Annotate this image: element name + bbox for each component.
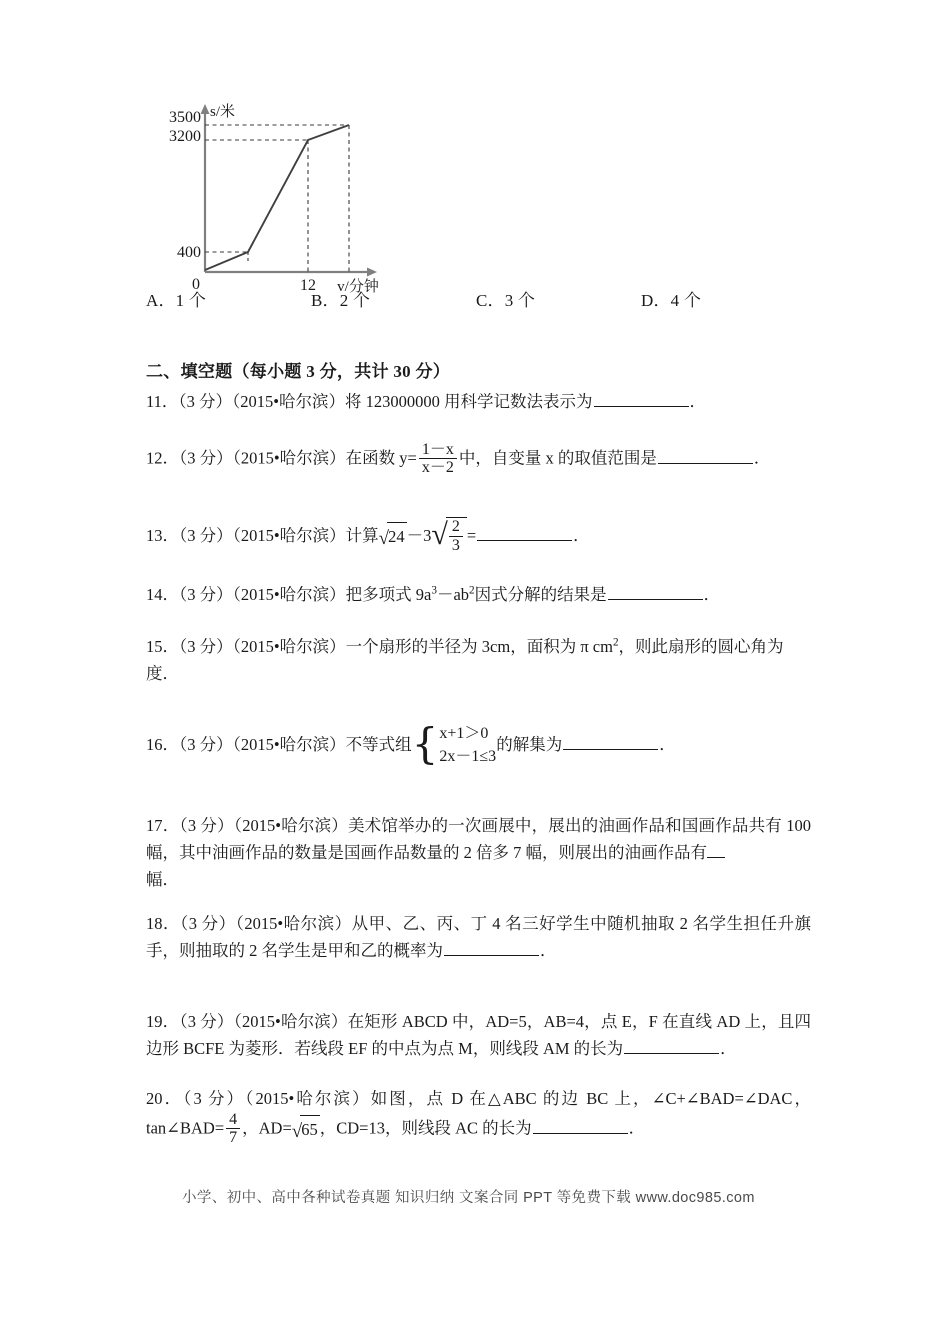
q14-source: （2015•哈尔滨） bbox=[232, 585, 346, 604]
q16-inequality-1: x+1＞0 bbox=[439, 725, 489, 742]
q15-score: （3 分） bbox=[179, 637, 233, 656]
q14-exponent-b: 2 bbox=[469, 584, 475, 597]
q20-period: ． bbox=[628, 1118, 646, 1138]
question-14 bbox=[146, 581, 811, 608]
q18-answer-blank[interactable] bbox=[444, 940, 539, 956]
q13-text-a: 计算 bbox=[345, 525, 379, 545]
q17-score: （3 分） bbox=[179, 816, 234, 835]
q12-source: （2015•哈尔滨） bbox=[232, 448, 346, 468]
q18-source: （2015•哈尔滨） bbox=[235, 914, 352, 933]
y-tick-3500: 3500 bbox=[169, 109, 201, 126]
q19-number: 19． bbox=[146, 1012, 180, 1031]
q20-text-b: ，AD= bbox=[242, 1118, 292, 1138]
q16-text-a: 不等式组 bbox=[345, 734, 412, 754]
q17-answer-blank[interactable] bbox=[707, 842, 725, 858]
q20-sqrt-65 bbox=[292, 1116, 320, 1144]
question-17 bbox=[146, 812, 811, 893]
q13-radicand-fraction bbox=[446, 517, 467, 555]
q16-text-b: 的解集为 bbox=[496, 734, 563, 754]
q13-number: 13． bbox=[146, 525, 179, 545]
choice-d[interactable]: D．4 个 bbox=[641, 291, 702, 310]
page-footer-watermark[interactable]: 小学、初中、高中各种试卷真题 知识归纳 文案合同 PPT 等免费下载 www.doc985.com bbox=[182, 1190, 755, 1206]
y-tick-3200: 3200 bbox=[169, 128, 201, 145]
section-heading-fill-in-blanks: 二、填空题（每小题 3 分，共计 30 分） bbox=[146, 362, 451, 381]
q13-answer-blank[interactable] bbox=[477, 525, 572, 541]
q11-number: 11． bbox=[146, 392, 179, 411]
q15-exponent: 2 bbox=[612, 636, 619, 649]
q15-text-c: 度． bbox=[146, 664, 179, 683]
q20-source: （2015•哈尔滨） bbox=[245, 1089, 371, 1108]
question-12 bbox=[146, 442, 811, 478]
q20-number: 20． bbox=[146, 1089, 184, 1108]
q14-number: 14． bbox=[146, 585, 179, 604]
q16-inequality-system bbox=[411, 719, 497, 769]
q18-period: ． bbox=[540, 941, 557, 960]
left-brace-icon: { bbox=[411, 719, 439, 769]
q16-inequality-2: 2x－1≤3 bbox=[439, 748, 497, 766]
q20-radicand-65: 65 bbox=[300, 1115, 320, 1143]
q20-text-c: ，CD=13，则线段 AC 的长为 bbox=[319, 1118, 532, 1138]
q16-period: ． bbox=[659, 734, 676, 754]
q17-text-b: 幅． bbox=[146, 870, 179, 889]
q17-source: （2015•哈尔滨） bbox=[233, 816, 348, 835]
q13-equals: = bbox=[466, 525, 477, 545]
q19-period: ． bbox=[720, 1039, 737, 1058]
x-axis-label: v/分钟 bbox=[337, 279, 379, 295]
q12-number: 12． bbox=[146, 448, 179, 468]
q11-text: 将 123000000 用科学记数法表示为 bbox=[345, 392, 593, 411]
q12-fraction bbox=[419, 441, 457, 477]
choice-c[interactable]: C．3 个 bbox=[476, 291, 536, 310]
figure-piecewise-graph bbox=[148, 100, 448, 295]
q13-source: （2015•哈尔滨） bbox=[232, 525, 346, 545]
q13-period: ． bbox=[573, 525, 590, 545]
q17-text-a: 美术馆举办的一次画展中，展出的油画作品和国画作品共有 100 幅，其中油画作品的数量是国画作品数量的 2 倍多 7 幅，则展出的油画作品有 bbox=[146, 816, 812, 862]
q20-fraction bbox=[226, 1111, 240, 1147]
q13-text-b: －3 bbox=[406, 525, 432, 545]
q20-text-a: 如图，点 D 在△ABC 的边 BC 上，∠C+∠BAD=∠DAC，tan∠BAD= bbox=[146, 1089, 811, 1138]
q13-score: （3 分） bbox=[179, 525, 233, 545]
q18-score: （3 分） bbox=[180, 914, 236, 933]
q12-answer-blank[interactable] bbox=[658, 448, 753, 464]
q14-answer-blank[interactable] bbox=[608, 584, 703, 600]
y-axis-arrow bbox=[201, 104, 210, 114]
q20-denominator: 7 bbox=[226, 1128, 240, 1146]
q12-text-a: 在函数 y= bbox=[345, 448, 417, 468]
q20-answer-blank[interactable] bbox=[533, 1118, 628, 1134]
question-19 bbox=[146, 1008, 811, 1062]
q11-score: （3 分） bbox=[178, 392, 233, 411]
q14-text-c: 因式分解的结果是 bbox=[474, 585, 607, 604]
q12-denominator: x－2 bbox=[419, 458, 457, 476]
origin-label: 0 bbox=[192, 276, 200, 293]
q15-text-b: ，则此扇形的圆心角为 bbox=[618, 637, 784, 656]
y-axis-label: s/米 bbox=[210, 104, 236, 120]
q12-numerator: 1－x bbox=[421, 441, 454, 458]
q13-denominator: 3 bbox=[449, 536, 463, 554]
q14-period: ． bbox=[703, 585, 721, 604]
q16-score: （3 分） bbox=[179, 734, 233, 754]
q13-sqrt-24 bbox=[379, 523, 407, 551]
q13-radicand-24: 24 bbox=[387, 522, 407, 550]
q14-text-a: 把多项式 9a bbox=[345, 585, 432, 604]
q15-source: （2015•哈尔滨） bbox=[232, 637, 346, 656]
q14-text-b: －ab bbox=[436, 585, 470, 604]
q16-number: 16． bbox=[146, 734, 179, 754]
q15-text-a: 一个扇形的半径为 3cm，面积为 π cm bbox=[345, 637, 613, 656]
q11-answer-blank[interactable] bbox=[594, 391, 689, 407]
question-15 bbox=[146, 633, 811, 687]
q13-numerator: 2 bbox=[451, 518, 460, 536]
q19-answer-blank[interactable] bbox=[624, 1038, 719, 1054]
q13-sqrt-fraction bbox=[431, 518, 466, 556]
radical-sign-icon: √ bbox=[431, 518, 448, 551]
q20-numerator: 4 bbox=[229, 1111, 238, 1128]
choice-a[interactable]: A．1 个 bbox=[146, 291, 207, 310]
q13-inner-fraction bbox=[449, 518, 463, 554]
q16-system-rows bbox=[439, 722, 496, 768]
q17-number: 17． bbox=[146, 816, 180, 835]
y-tick-400: 400 bbox=[177, 244, 201, 261]
question-13 bbox=[146, 518, 811, 556]
data-polyline bbox=[205, 125, 349, 270]
q12-text-b: 中，自变量 x 的取值范围是 bbox=[458, 448, 657, 468]
q19-score: （3 分） bbox=[179, 1012, 234, 1031]
q20-score: （3 分） bbox=[183, 1089, 246, 1108]
question-18 bbox=[146, 910, 811, 964]
x-axis-arrow bbox=[367, 268, 377, 277]
q18-number: 18． bbox=[146, 914, 180, 933]
q11-period: ． bbox=[689, 392, 707, 411]
question-11 bbox=[146, 388, 811, 415]
q16-source: （2015•哈尔滨） bbox=[232, 734, 346, 754]
q16-answer-blank[interactable] bbox=[563, 734, 658, 750]
q12-score: （3 分） bbox=[179, 448, 233, 468]
q12-period: ． bbox=[753, 448, 771, 468]
x-tick-12: 12 bbox=[300, 277, 316, 294]
q18-text-a: 从甲、乙、丙、丁 4 名三好学生中随机抽取 2 名学生担任升旗手，则抽取的 2 名学生是甲和乙的概率为 bbox=[146, 914, 812, 960]
q15-number: 15． bbox=[146, 637, 179, 656]
radical-sign-icon: √ bbox=[378, 528, 390, 549]
q14-score: （3 分） bbox=[179, 585, 233, 604]
q19-source: （2015•哈尔滨） bbox=[233, 1012, 348, 1031]
question-20 bbox=[146, 1085, 811, 1148]
distance-time-graph-svg bbox=[148, 100, 448, 295]
radical-sign-icon: √ bbox=[291, 1120, 303, 1142]
q11-source: （2015•哈尔滨） bbox=[232, 392, 346, 411]
q14-exponent-a: 3 bbox=[431, 584, 437, 597]
question-16 bbox=[146, 719, 811, 769]
q19-text-a: 在矩形 ABCD 中，AD=5，AB=4，点 E，F 在直线 AD 上，且四边形 BCFE 为菱形．若线段 EF 的中点为点 M，则线段 AM 的长为 bbox=[146, 1012, 812, 1058]
choice-b[interactable]: B．2 个 bbox=[311, 291, 371, 310]
